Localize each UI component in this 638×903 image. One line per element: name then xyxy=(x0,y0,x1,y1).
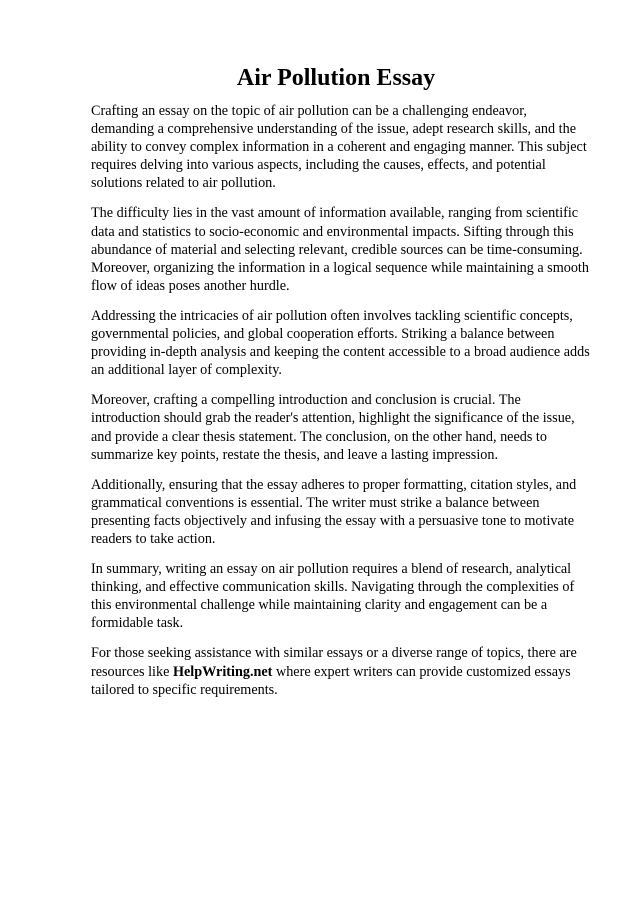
paragraph-formatting: Additionally, ensuring that the essay adheres to proper formatting, citation styles, and grammatical conventions is essential. The writer must strike a balance between presenting facts objectively and infusing the essay with a persuasive tone to motivate readers to take action. xyxy=(91,476,577,547)
paragraph-intricacies: Addressing the intricacies of air pollution often involves tackling scientific concepts, governmental policies, and global cooperation efforts. Striking a balance between providing in-depth analysis and keeping the content accessible to a broad audience adds an additional layer of complexity. xyxy=(91,307,590,379)
helpwriting-link[interactable]: HelpWriting.net xyxy=(172,663,273,680)
document-title: Air Pollution Essay xyxy=(236,65,436,91)
closing-text-after: where expert writers can provide customized essays tailored to specific requirements. xyxy=(91,663,571,698)
paragraph-summary: In summary, writing an essay on air pollution requires a blend of research, analytical thinking, and effective communication skills. Navigating through the complexities of this environmental challenge while maintaining clarity and engagement can be a formidable task. xyxy=(91,561,575,632)
paragraph-difficulty: The difficulty lies in the vast amount of information available, ranging from scientific data and statistics to socio-economic and environmental impacts. Sifting through this abundance of material and selecting relevant, credible sources can be time-consuming. Moreover, organizing the information in a logical sequence while maintaining a smooth flow of ideas poses another hurdle. xyxy=(91,205,589,294)
closing-text-before: For those seeking assistance with similar essays or a diverse range of topics, there are resources like xyxy=(91,645,577,680)
paragraph-intro: Crafting an essay on the topic of air pollution can be a challenging endeavor, demanding a comprehensive understanding of the issue, adept research skills, and the ability to convey complex information in a coherent and engaging manner. This subject requires delving into various aspects, including the causes, effects, and potential solutions related to air pollution. xyxy=(91,103,587,192)
paragraph-introduction-conclusion: Moreover, crafting a compelling introduction and conclusion is crucial. The introduction should grab the reader's attention, highlight the significance of the issue, and provide a clear thesis statement. The conclusion, on the other hand, needs to summarize key points, restate the thesis, and leave a lasting impression. xyxy=(91,392,575,463)
paragraph-closing xyxy=(91,644,593,698)
